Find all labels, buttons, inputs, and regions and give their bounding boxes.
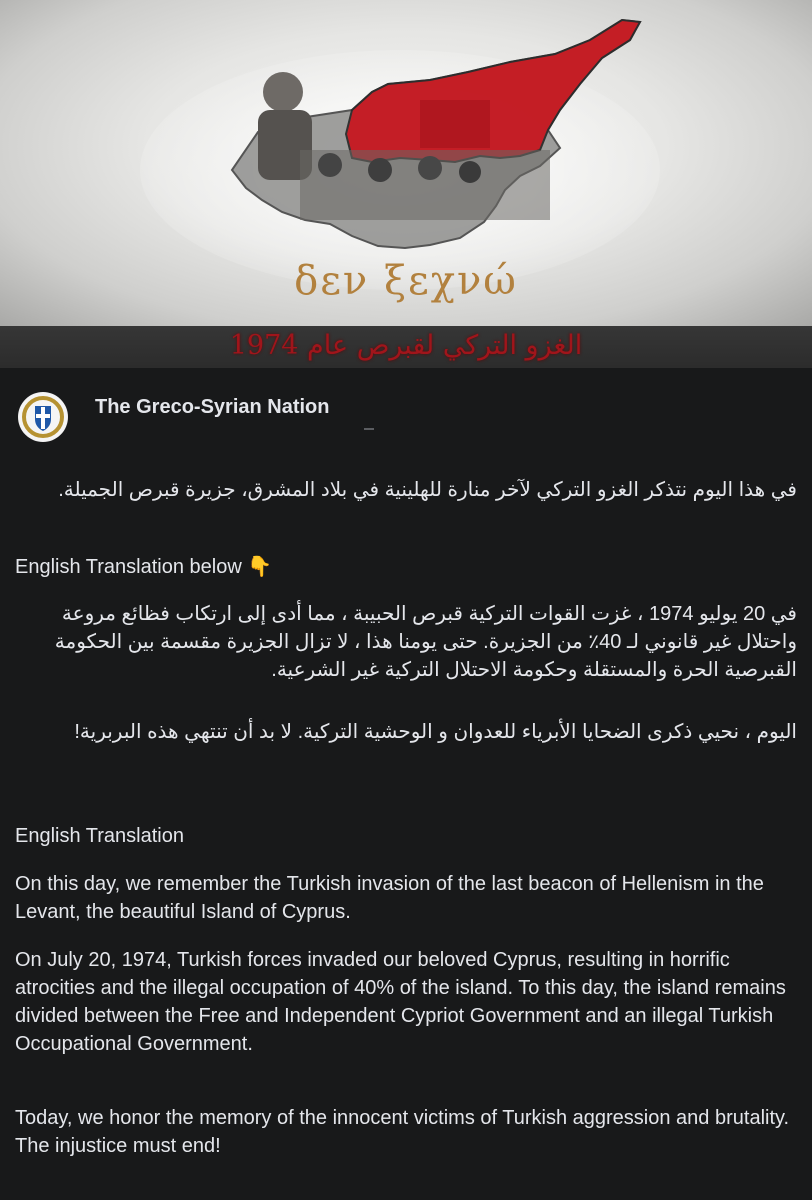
arabic-caption: الغزو التركي لقبرص عام 1974 bbox=[229, 330, 583, 361]
english-paragraph-2: On July 20, 1974, Turkish forces invaded our beloved Cyprus, resulting in horrific atrocities and the illegal occupation of 40% of the island. To this day, the island remains divided between the Free and Independent Cypriot Government and an illegal Turkish Occupational Government. bbox=[15, 949, 786, 1055]
arabic-paragraph-2: اليوم ، نحيي ذكرى الضحايا الأبرياء للعدوان و الوحشية التركية. لا بد أن تنتهي هذه البربرية! bbox=[74, 721, 797, 743]
arabic-paragraph-1: في 20 يوليو 1974 ، غزت القوات التركية قبرص الحبيبة ، مما أدى إلى ارتكاب فظائع مروعة واحتلال غير قانوني لـ 40٪ من الجزيرة. حتى يومنا هذا ، لا تزال الجزيرة مقسمة بين الحكومة القبرصية الحرة والمستقلة وحكومة الاحتلال التركية غير الشرعية. bbox=[54, 603, 797, 681]
facebook-post bbox=[0, 368, 812, 1200]
banner-image[interactable] bbox=[0, 0, 812, 326]
english-paragraph-1: On this day, we remember the Turkish invasion of the last beacon of Hellenism in the Levant, the beautiful Island of Cyprus. bbox=[15, 873, 764, 923]
intro-arabic-text: في هذا اليوم نتذكر الغزو التركي لآخر منارة للهلينية في بلاد المشرق، جزيرة قبرص الجميلة. bbox=[58, 479, 797, 501]
page-name-link[interactable]: The Greco-Syrian Nation bbox=[95, 396, 330, 418]
post-meta-divider bbox=[364, 428, 374, 430]
greek-emblem-icon bbox=[18, 392, 68, 442]
translation-below-text: English Translation below 👇 bbox=[15, 556, 273, 578]
english-paragraph-3: Today, we honor the memory of the innocent victims of Turkish aggression and brutality. The injustice must end! bbox=[15, 1107, 790, 1157]
english-translation-heading: English Translation bbox=[15, 825, 184, 847]
caption-bar bbox=[0, 326, 812, 368]
greek-tagline: δεν ξεχνώ bbox=[294, 258, 518, 304]
page-avatar[interactable] bbox=[18, 392, 68, 442]
